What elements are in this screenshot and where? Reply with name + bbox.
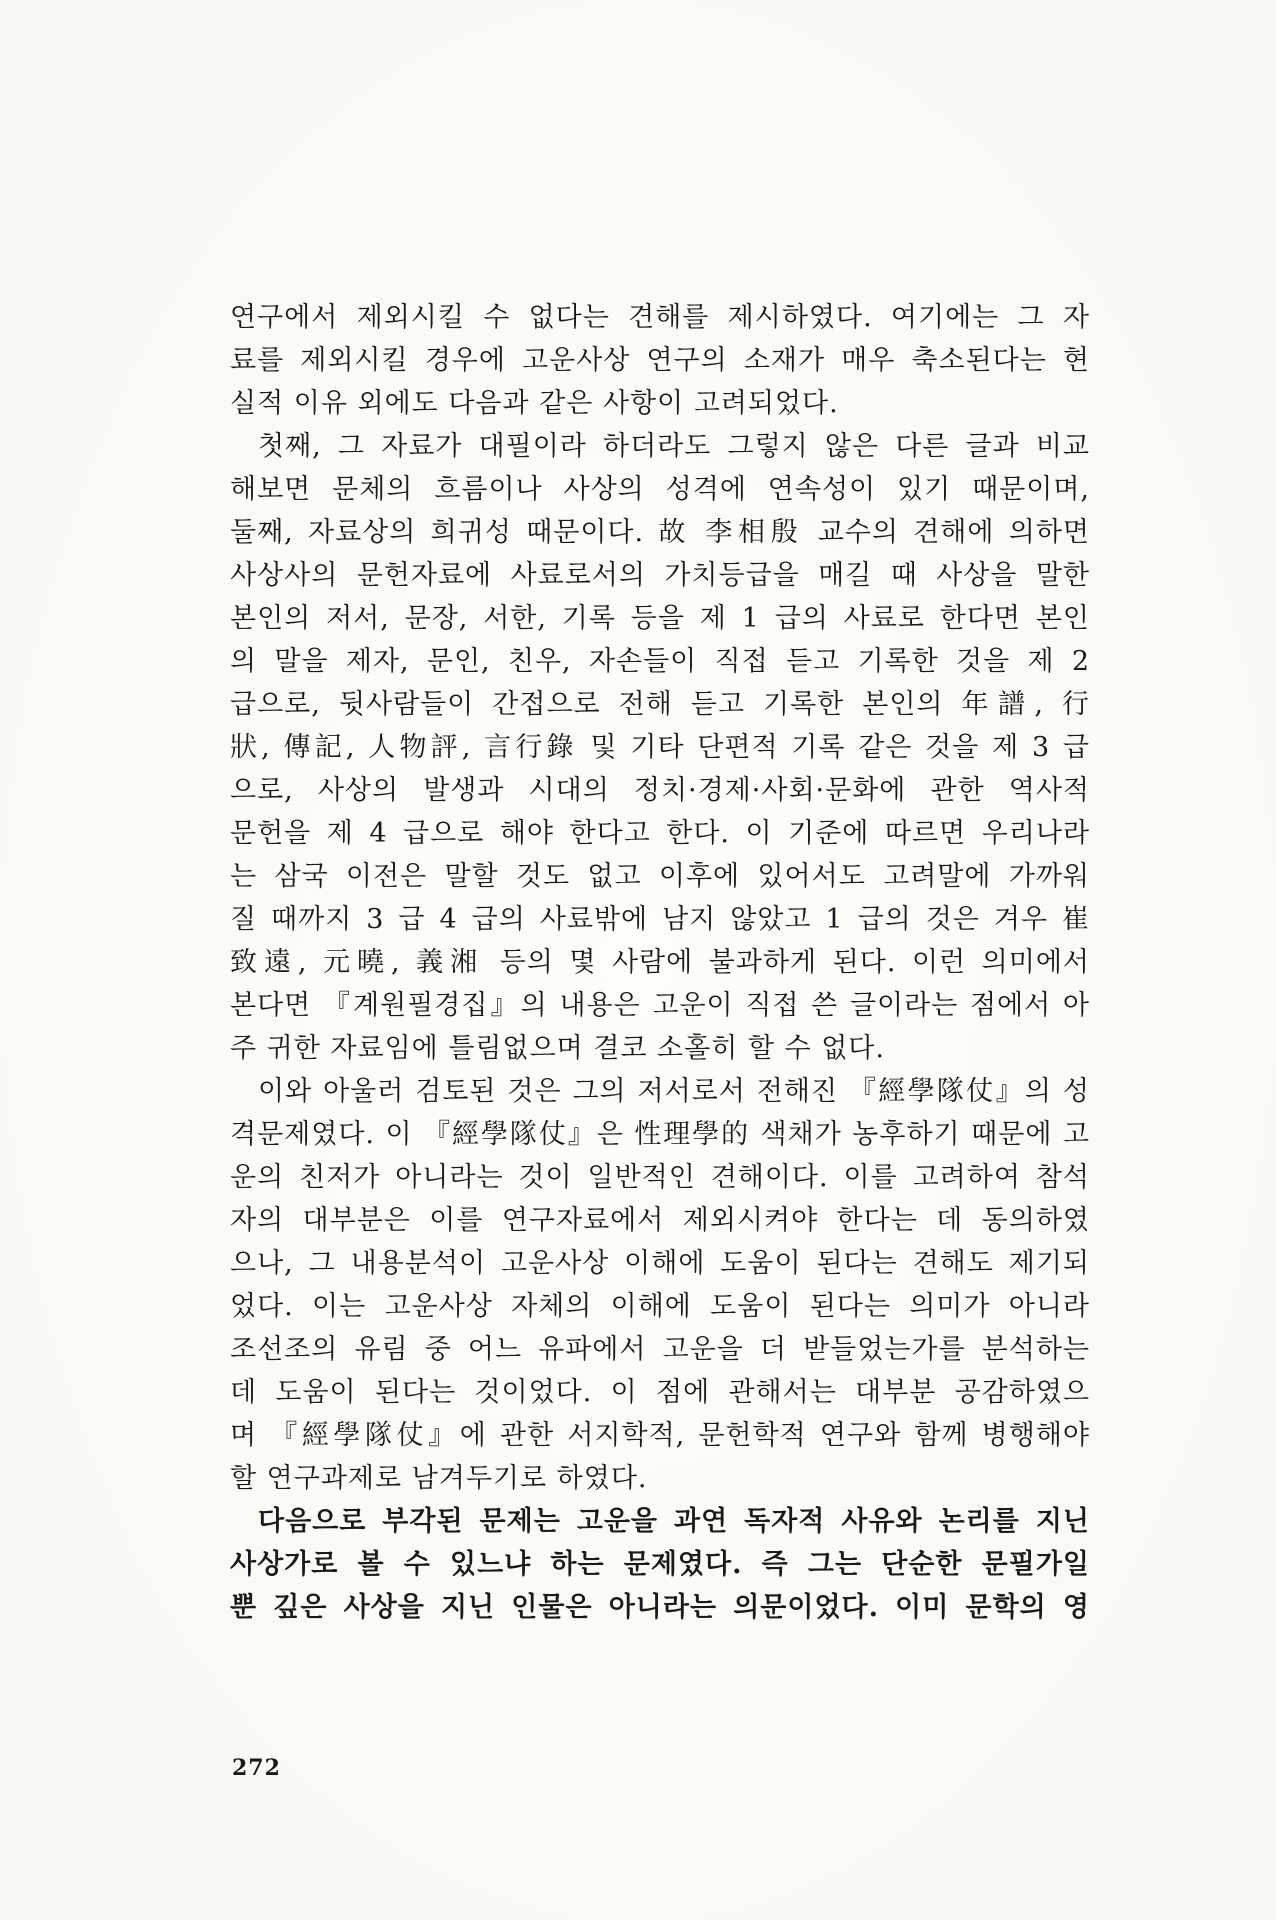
text-line: 질 때까지 3 급 4 급의 사료밖에 남지 않았고 1 급의 것은 겨우 崔 <box>230 904 1090 935</box>
text-line: 자의 대부분은 이를 연구자료에서 제외시켜야 한다는 데 동의하였 <box>230 1205 1090 1236</box>
text-line: 뿐 깊은 사상을 지닌 인물은 아니라는 의문이었다. 이미 문학의 영 <box>230 1592 1090 1623</box>
text-line: 었다. 이는 고운사상 자체의 이해에 도움이 된다는 의미가 아니라 <box>230 1291 1090 1322</box>
text-line: 본인의 저서, 문장, 서한, 기록 등을 제 1 급의 사료로 한다면 본인 <box>230 603 1090 634</box>
text-line: 료를 제외시킬 경우에 고운사상 연구의 소재가 매우 축소된다는 현 <box>230 345 1090 376</box>
text-line: 의 말을 제자, 문인, 친우, 자손들이 직접 듣고 기록한 것을 제 2 <box>230 646 1090 677</box>
text-line: 으로, 사상의 발생과 시대의 정치·경제·사회·문화에 관한 역사적 <box>230 775 1090 806</box>
text-line: 해보면 문체의 흐름이나 사상의 성격에 연속성이 있기 때문이며, <box>230 474 1090 505</box>
text-line: 다음으로 부각된 문제는 고운을 과연 독자적 사유와 논리를 지닌 <box>258 1506 1090 1537</box>
text-line: 본다면 『계원필경집』의 내용은 고운이 직접 쓴 글이라는 점에서 아 <box>230 990 1090 1021</box>
text-line: 할 연구과제로 남겨두기로 하였다. <box>230 1463 648 1494</box>
text-line: 주 귀한 자료임에 틀림없으며 결코 소홀히 할 수 없다. <box>230 1033 885 1064</box>
body-text <box>230 296 1090 1629</box>
text-line: 는 삼국 이전은 말할 것도 없고 이후에 있어서도 고려말에 가까워 <box>230 861 1090 892</box>
page-number: 272 <box>232 1755 281 1781</box>
text-line: 사상가로 볼 수 있느냐 하는 문제였다. 즉 그는 단순한 문필가일 <box>230 1549 1090 1580</box>
text-line: 조선조의 유림 중 어느 유파에서 고운을 더 받들었는가를 분석하는 <box>230 1334 1090 1365</box>
text-line: 둘째, 자료상의 희귀성 때문이다. 故 李相殷 교수의 견해에 의하면 <box>230 517 1090 548</box>
text-line: 狀, 傳記, 人物評, 言行錄 및 기타 단편적 기록 같은 것을 제 3 급 <box>230 732 1090 763</box>
text-line: 이와 아울러 검토된 것은 그의 저서로서 전해진 『經學隊仗』의 성 <box>258 1076 1090 1107</box>
text-line: 운의 친저가 아니라는 것이 일반적인 견해이다. 이를 고려하여 참석 <box>230 1162 1090 1193</box>
text-line: 문헌을 제 4 급으로 해야 한다고 한다. 이 기준에 따르면 우리나라 <box>230 818 1090 849</box>
text-line: 실적 이유 외에도 다음과 같은 사항이 고려되었다. <box>230 388 839 419</box>
text-line: 으나, 그 내용분석이 고운사상 이해에 도움이 된다는 견해도 제기되 <box>230 1248 1090 1279</box>
text-line: 사상사의 문헌자료에 사료로서의 가치등급을 매길 때 사상을 말한 <box>230 560 1090 591</box>
text-line: 격문제였다. 이 『經學隊仗』은 性理學的 색채가 농후하기 때문에 고 <box>230 1119 1090 1150</box>
text-line: 연구에서 제외시킬 수 없다는 견해를 제시하였다. 여기에는 그 자 <box>230 302 1090 333</box>
text-line: 致遠, 元曉, 義湘 등의 몇 사람에 불과하게 된다. 이런 의미에서 <box>230 947 1090 978</box>
text-line: 며 『經學隊仗』에 관한 서지학적, 문헌학적 연구와 함께 병행해야 <box>230 1420 1090 1451</box>
text-line: 첫째, 그 자료가 대필이라 하더라도 그렇지 않은 다른 글과 비교 <box>258 431 1090 462</box>
text-line: 데 도움이 된다는 것이었다. 이 점에 관해서는 대부분 공감하였으 <box>230 1377 1090 1408</box>
text-line: 급으로, 뒷사람들이 간접으로 전해 듣고 기록한 본인의 年譜, 行 <box>230 689 1090 720</box>
